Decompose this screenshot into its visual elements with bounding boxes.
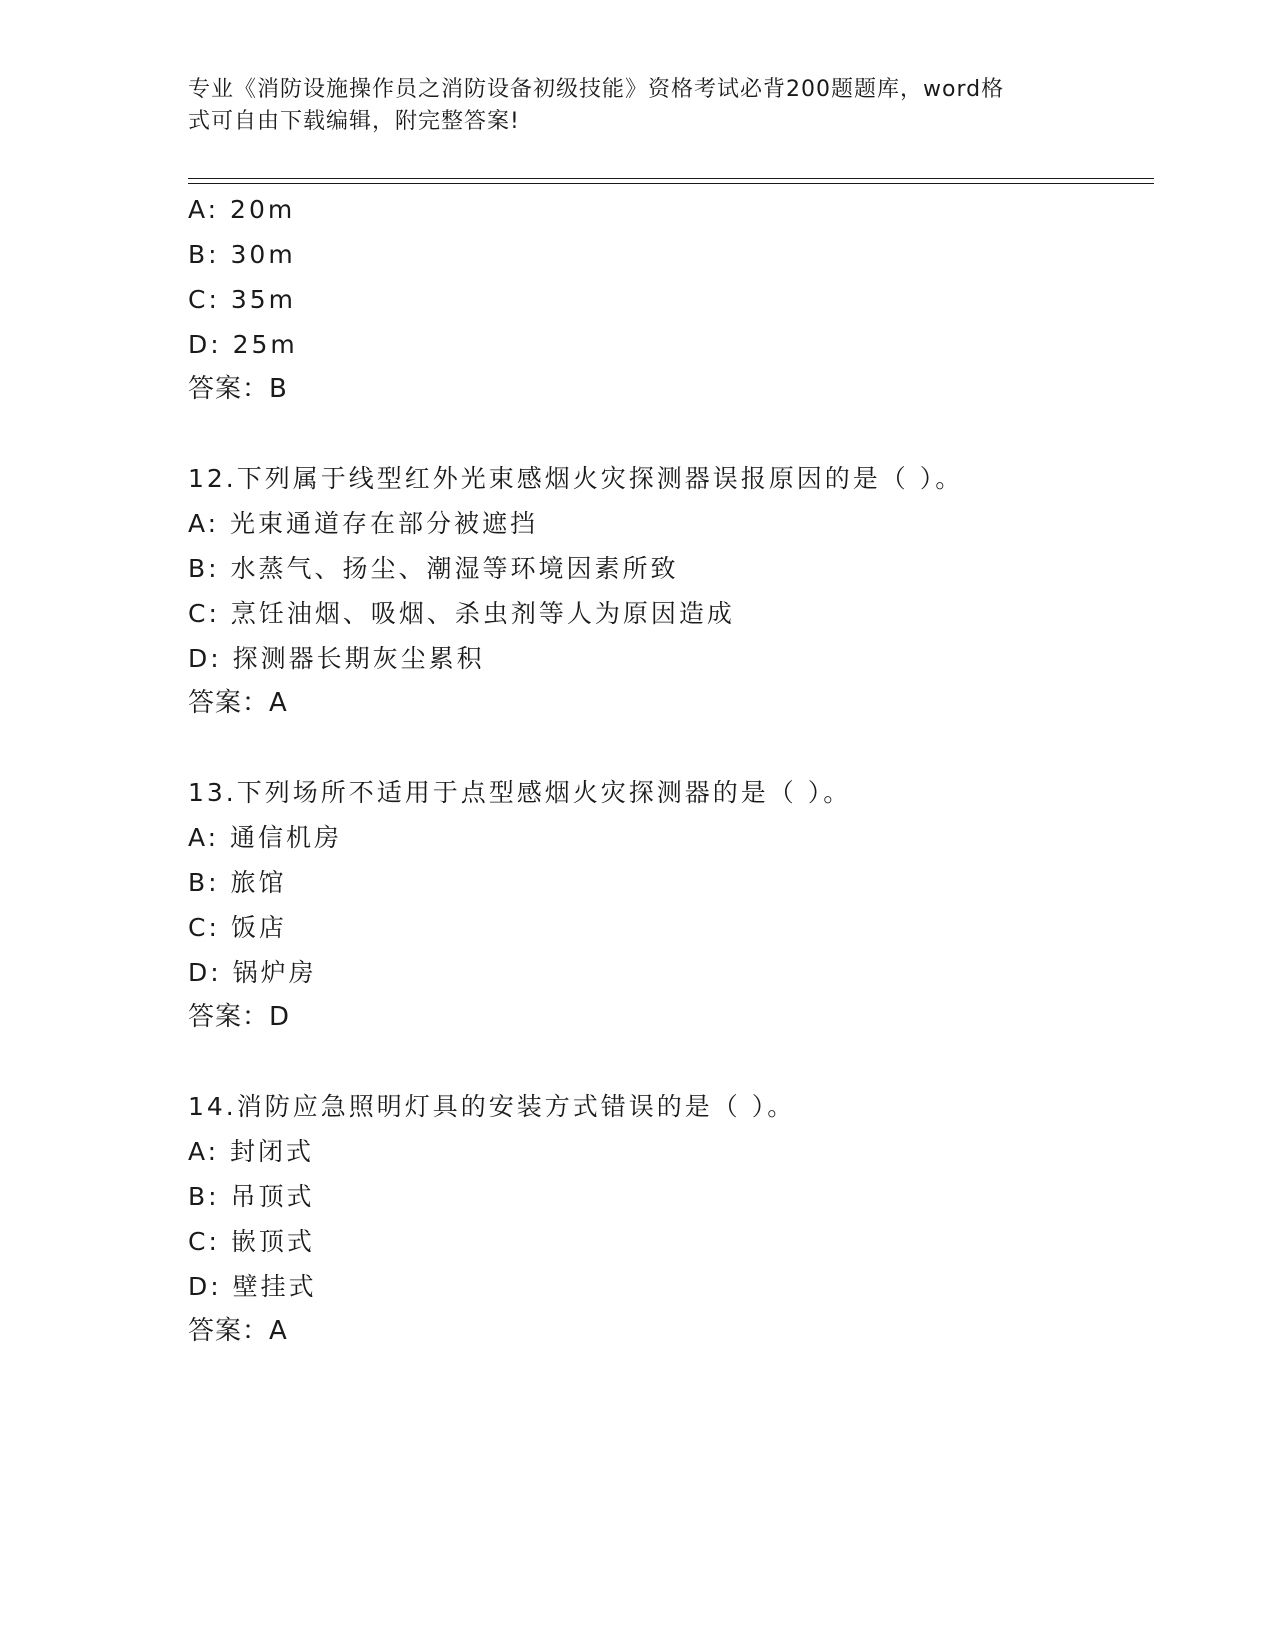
header-line-1: 专业《消防设施操作员之消防设备初级技能》资格考试必背200题题库，word格 [188, 77, 1005, 102]
header-rule-top [188, 178, 1154, 179]
q13-option-a: A: 通信机房 [188, 823, 343, 852]
document-header [188, 74, 1068, 138]
q14-answer: 答案：A [188, 1316, 288, 1346]
q12-option-c: C: 烹饪油烟、吸烟、杀虫剂等人为原因造成 [188, 599, 735, 628]
header-line-2: 式可自由下载编辑，附完整答案! [188, 109, 520, 134]
q14-option-c: C: 嵌顶式 [188, 1227, 315, 1256]
q13-option-c: C: 饭店 [188, 913, 287, 942]
q14-option-b: B: 吊顶式 [188, 1182, 315, 1211]
q11-option-a: A: 20m [188, 195, 296, 224]
q11-option-d: D: 25m [188, 330, 298, 359]
q11-option-c: C: 35m [188, 285, 296, 314]
q11-option-b: B: 30m [188, 240, 296, 269]
q12-option-b: B: 水蒸气、扬尘、潮湿等环境因素所致 [188, 554, 679, 583]
header-rule-bottom [188, 183, 1154, 184]
q14-question: 14.消防应急照明灯具的安装方式错误的是（ ）。 [188, 1092, 796, 1121]
q12-answer: 答案：A [188, 688, 288, 718]
q11-answer: 答案：B [188, 374, 288, 404]
q14-option-a: A: 封闭式 [188, 1137, 315, 1166]
q13-question: 13.下列场所不适用于点型感烟火灾探测器的是（ ）。 [188, 778, 852, 807]
q13-option-b: B: 旅馆 [188, 868, 287, 897]
q14-option-d: D: 壁挂式 [188, 1272, 317, 1301]
q13-answer: 答案：D [188, 1002, 291, 1032]
q13-option-d: D: 锅炉房 [188, 958, 317, 987]
q12-option-d: D: 探测器长期灰尘累积 [188, 644, 485, 673]
q12-question: 12.下列属于线型红外光束感烟火灾探测器误报原因的是（ ）。 [188, 464, 964, 493]
q12-option-a: A: 光束通道存在部分被遮挡 [188, 509, 539, 538]
